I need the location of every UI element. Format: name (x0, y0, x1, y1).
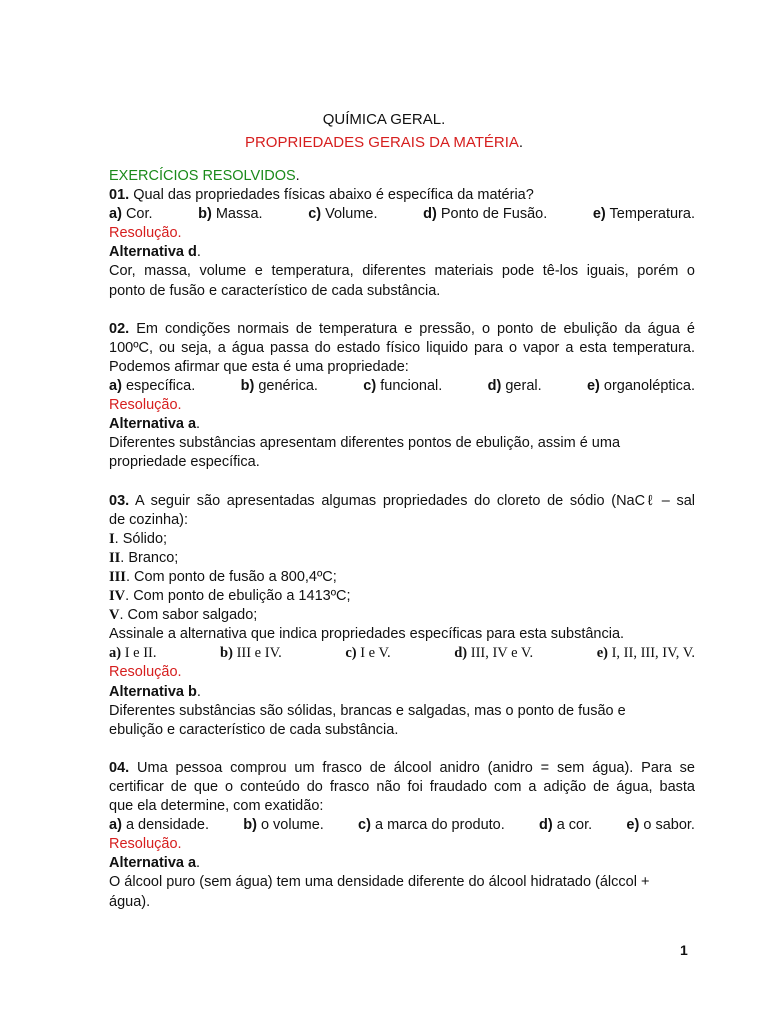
option-b: b) III e IV. (220, 645, 282, 662)
resolution-label: Resolução. (109, 836, 182, 853)
options-03 (109, 644, 695, 663)
question-01: 01. Qual das propriedades físicas abaixo é específica da matéria? (109, 187, 534, 204)
question-03-line2: de cozinha): (109, 511, 188, 528)
option-a: a) Cor. (109, 206, 153, 223)
exercise-content (109, 167, 695, 912)
explanation-04-line2: água). (109, 893, 151, 910)
question-02-line2: 100ºC, ou seja, a água passa do estado físico liquido para o vapor a esta temperatura. (109, 339, 695, 356)
question-02-line3: Podemos afirmar que esta é uma propriedade: (109, 358, 409, 375)
answer-03: Alternativa b. (109, 683, 201, 700)
item-ii: II. Branco; (109, 549, 179, 566)
item-v: V. Com sabor salgado; (109, 607, 258, 624)
option-e: e) o sabor. (626, 817, 695, 834)
resolution-label: Resolução. (109, 225, 182, 242)
option-c: c) a marca do produto. (358, 817, 505, 834)
question-04: 04. Uma pessoa comprou um frasco de álcool anidro (anidro = sem água). Para se (109, 759, 695, 776)
options-04 (109, 816, 695, 835)
option-a: a) específica. (109, 378, 196, 395)
item-i: I. Sólido; (109, 530, 168, 547)
option-e: e) Temperatura. (592, 206, 695, 223)
answer-01: Alternativa d. (109, 244, 201, 261)
option-e: e) I, II, III, IV, V. (596, 645, 695, 662)
question-02: 02. Em condições normais de temperatura e pressão, o ponto de ebulição da água é (109, 320, 695, 337)
resolution-label: Resolução. (109, 397, 182, 414)
subtitle-dot: . (518, 134, 524, 151)
option-c: c) Volume. (308, 206, 378, 223)
option-b: b) o volume. (243, 817, 324, 834)
option-a: a) I e II. (109, 645, 157, 662)
option-c: c) funcional. (363, 378, 443, 395)
option-d: d) III, IV e V. (454, 645, 534, 662)
explanation-02-line2: propriedade específica. (109, 454, 260, 471)
option-d: d) Ponto de Fusão. (423, 206, 548, 223)
page-number: 1 (680, 942, 688, 958)
option-b: b) genérica. (240, 378, 318, 395)
option-e: e) organoléptica. (586, 378, 695, 395)
answer-02: Alternativa a. (109, 416, 201, 433)
explanation-02-line1: Diferentes substâncias apresentam diferentes pontos de ebulição, assim é uma (109, 435, 621, 452)
option-c: c) I e V. (345, 645, 391, 662)
explanation-03-line1: Diferentes substâncias são sólidas, brancas e salgadas, mas o ponto de fusão e (109, 702, 626, 719)
section-title: EXERCÍCIOS RESOLVIDOS. (109, 168, 300, 184)
explanation-01-line1: Cor, massa, volume e temperatura, diferentes materiais pode tê-los iguais, porém o (109, 263, 695, 280)
explanation-04-line1: O álcool puro (sem água) tem uma densidade diferente do álcool hidratado (álccol + (109, 874, 650, 891)
subtitle-text: PROPRIEDADES GERAIS DA MATÉRIA (244, 134, 519, 151)
answer-04: Alternativa a. (109, 855, 201, 872)
question-04-line2: certificar de que o conteúdo do frasco não foi fraudado com a adição de água, basta (109, 779, 695, 795)
question-04-line3: que ela determine, com exatidão: (109, 798, 324, 815)
option-a: a) a densidade. (109, 817, 209, 834)
options-01 (109, 205, 695, 224)
option-b: b) Massa. (198, 206, 263, 223)
question-03: 03. A seguir são apresentadas algumas propriedades do cloreto de sódio (NaCℓ – sal (109, 492, 695, 509)
item-iv: IV. Com ponto de ebulição a 1413ºC; (109, 588, 351, 605)
resolution-label: Resolução. (109, 664, 182, 681)
explanation-03-line2: ebulição e característico de cada substância. (109, 721, 399, 738)
page-title: QUÍMICA GERAL. (322, 111, 446, 128)
option-d: d) a cor. (539, 817, 593, 834)
question-03-prompt: Assinale a alternativa que indica propriedades específicas para esta substância. (109, 626, 625, 643)
explanation-01-line2: ponto de fusão e característico de cada substância. (109, 282, 441, 299)
option-d: d) geral. (487, 378, 542, 395)
page-subtitle (0, 133, 768, 152)
options-02 (109, 377, 695, 396)
item-iii: III. Com ponto de fusão a 800,4ºC; (109, 568, 337, 585)
